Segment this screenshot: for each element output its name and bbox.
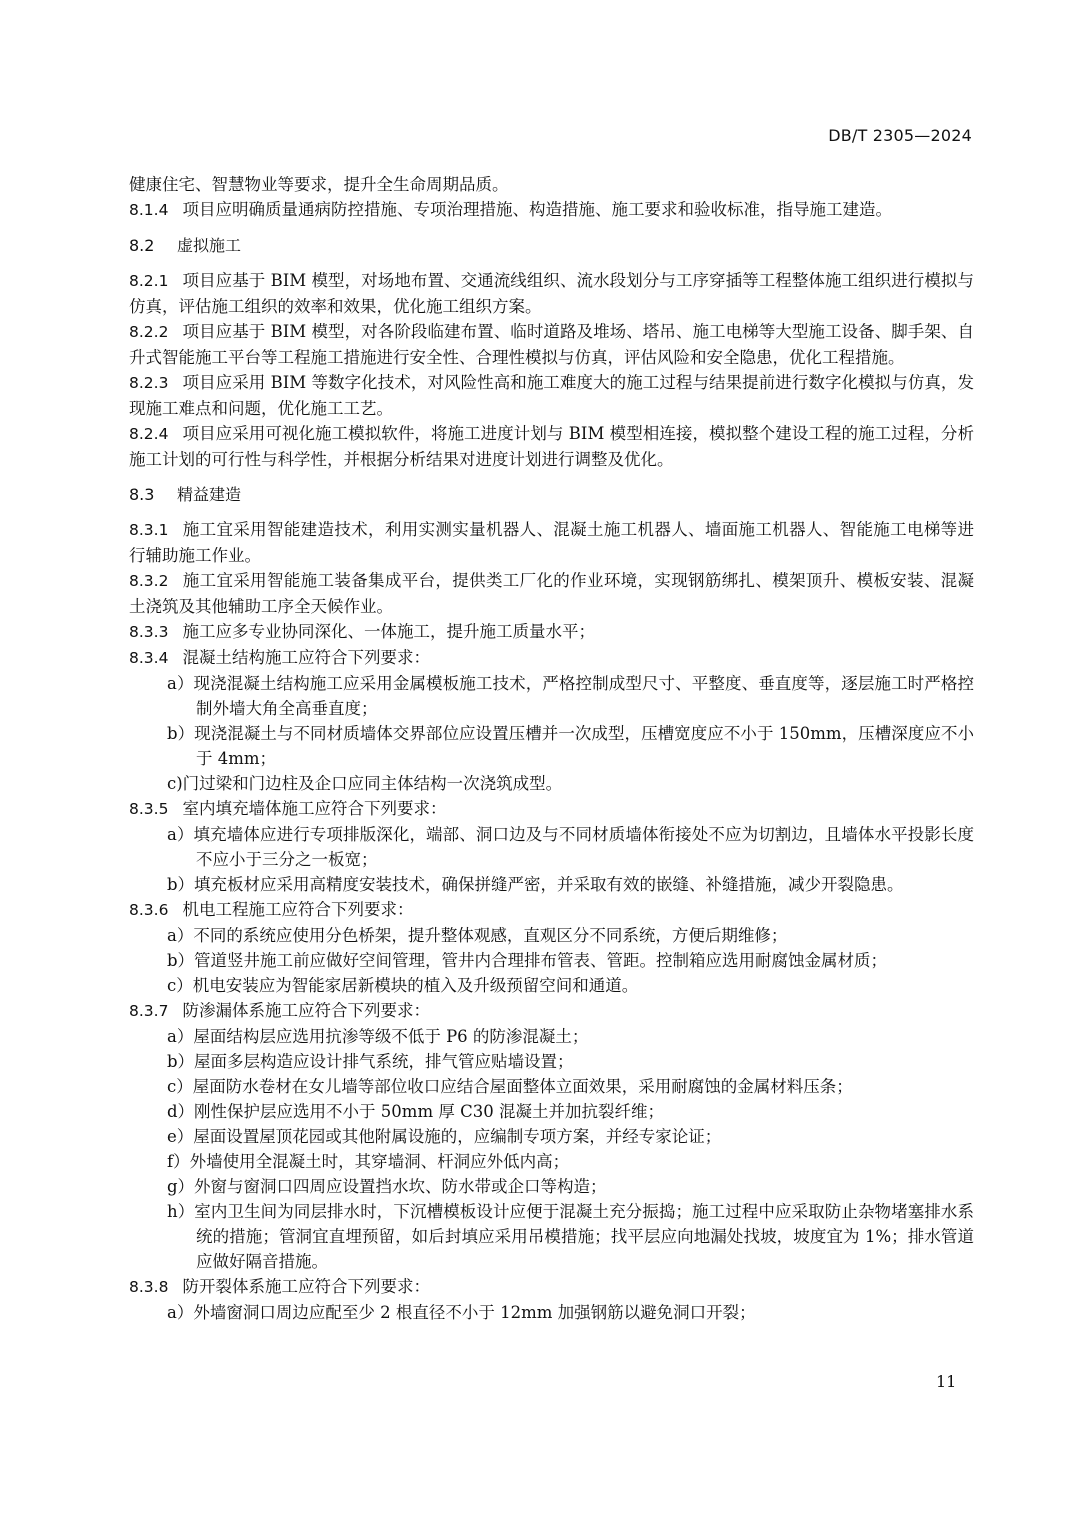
section-title-text: 精益建造 bbox=[177, 485, 242, 504]
list-item: a）外墙窗洞口周边应配至少 2 根直径不小于 12mm 加强钢筋以避免洞口开裂； bbox=[167, 1303, 756, 1322]
list-item: c)门过梁和门边柱及企口应同主体结构一次浇筑成型。 bbox=[167, 774, 563, 793]
continuation-paragraph: 健康住宅、智慧物业等要求，提升全生命周期品质。 bbox=[129, 175, 509, 194]
clause-8-3-6 bbox=[129, 897, 974, 923]
clause-number: 8.3.7 bbox=[129, 1002, 169, 1020]
list-item: d）刚性保护层应选用不小于 50mm 厚 C30 混凝土并加抗裂纤维； bbox=[167, 1102, 664, 1121]
clause-text: 施工宜采用智能施工装备集成平台，提供类工厂化的作业环境，实现钢筋绑扎、模架顶升、模板安装、混凝土浇筑及其他辅助工序全天候作业。 bbox=[129, 571, 974, 616]
clause-text: 混凝土结构施工应符合下列要求： bbox=[182, 648, 430, 667]
clause-text: 项目应采用 BIM 等数字化技术，对风险性高和施工难度大的施工过程与结果提前进行数字化模拟与仿真，发现施工难点和问题，优化施工工艺。 bbox=[129, 373, 974, 418]
clause-8-3-8 bbox=[129, 1274, 974, 1300]
clause-text: 室内填充墙体施工应符合下列要求： bbox=[182, 799, 447, 818]
list-item: a）不同的系统应使用分色桥架，提升整体观感，直观区分不同系统，方便后期维修； bbox=[167, 926, 788, 945]
list-item: a）现浇混凝土结构施工应采用金属模板施工技术，严格控制成型尺寸、平整度、垂直度等，逐层施工时严格控制外墙大角全高垂直度； bbox=[167, 674, 974, 718]
list-item: b）屋面多层构造应设计排气系统，排气管应贴墙设置； bbox=[167, 1052, 574, 1071]
clause-8-3-1 bbox=[129, 517, 974, 568]
document-body bbox=[129, 172, 974, 1325]
list-item: e）屋面设置屋顶花园或其他附属设施的，应编制专项方案，并经专家论证； bbox=[167, 1127, 722, 1146]
clause-number: 8.3.6 bbox=[129, 901, 169, 919]
list-item: g）外窗与窗洞口四周应设置挡水坎、防水带或企口等构造； bbox=[167, 1177, 607, 1196]
section-title-text: 虚拟施工 bbox=[177, 236, 242, 255]
clause-number: 8.3.5 bbox=[129, 800, 169, 818]
section-number: 8.2 bbox=[129, 236, 155, 255]
section-number: 8.3 bbox=[129, 485, 155, 504]
clause-number: 8.3.2 bbox=[129, 572, 169, 590]
clause-text: 项目应基于 BIM 模型，对各阶段临建布置、临时道路及堆场、塔吊、施工电梯等大型施工设备、脚手架、自升式智能施工平台等工程施工措施进行安全性、合理性模拟与仿真，评估风险和安全隐患，优化工程措施。 bbox=[129, 322, 974, 367]
clause-number: 8.2.2 bbox=[129, 323, 169, 341]
clause-number: 8.2.1 bbox=[129, 272, 169, 290]
clause-8-2-4 bbox=[129, 421, 974, 472]
standard-code: DB/T 2305—2024 bbox=[828, 126, 972, 145]
clause-number: 8.2.3 bbox=[129, 374, 169, 392]
list-item: h）室内卫生间为同层排水时，下沉槽模板设计应便于混凝土充分振捣；施工过程中应采取防止杂物堵塞排水系统的措施；管洞宜直埋预留，如后封填应采用吊模措施；找平层应向地漏处找坡，坡度宜为 1%；排水管道应做好隔音措施。 bbox=[167, 1202, 974, 1271]
clause-text: 施工应多专业协同深化、一体施工，提升施工质量水平； bbox=[182, 622, 595, 641]
clause-8-2-3 bbox=[129, 370, 974, 421]
clause-number: 8.1.4 bbox=[129, 201, 169, 219]
clause-8-2-1 bbox=[129, 268, 974, 319]
clause-text: 防渗漏体系施工应符合下列要求： bbox=[182, 1001, 430, 1020]
section-title-8-3 bbox=[129, 482, 974, 507]
list-item: a）屋面结构层应选用抗渗等级不低于 P6 的防渗混凝土； bbox=[167, 1027, 589, 1046]
clause-8-3-4 bbox=[129, 645, 974, 671]
clause-8-3-3 bbox=[129, 619, 974, 645]
clause-text: 项目应明确质量通病防控措施、专项治理措施、构造措施、施工要求和验收标准，指导施工建造。 bbox=[182, 200, 892, 219]
clause-text: 机电工程施工应符合下列要求： bbox=[182, 900, 414, 919]
clause-text: 项目应基于 BIM 模型，对场地布置、交通流线组织、流水段划分与工序穿插等工程整体施工组织进行模拟与仿真，评估施工组织的效率和效果，优化施工组织方案。 bbox=[129, 271, 974, 316]
list-item: b）现浇混凝土与不同材质墙体交界部位应设置压槽并一次成型，压槽宽度应不小于 150mm，压槽深度应不小于 4mm； bbox=[167, 724, 974, 768]
clause-text: 项目应采用可视化施工模拟软件，将施工进度计划与 BIM 模型相连接，模拟整个建设工程的施工过程，分析施工计划的可行性与科学性，并根据分析结果对进度计划进行调整及优化。 bbox=[129, 424, 974, 469]
page-number: 11 bbox=[936, 1372, 957, 1391]
clause-8-1-4 bbox=[129, 197, 974, 223]
section-title-8-2 bbox=[129, 233, 974, 258]
clause-text: 施工宜采用智能建造技术，利用实测实量机器人、混凝土施工机器人、墙面施工机器人、智能施工电梯等进行辅助施工作业。 bbox=[129, 520, 974, 565]
clause-8-3-7 bbox=[129, 998, 974, 1024]
clause-8-3-5 bbox=[129, 796, 974, 822]
list-item: c）机电安装应为智能家居新模块的植入及升级预留空间和通道。 bbox=[167, 976, 639, 995]
clause-number: 8.3.4 bbox=[129, 649, 169, 667]
clause-number: 8.3.1 bbox=[129, 521, 169, 539]
list-item: b）管道竖井施工前应做好空间管理，管井内合理排布管表、管距。控制箱应选用耐腐蚀金属材质； bbox=[167, 951, 888, 970]
clause-8-2-2 bbox=[129, 319, 974, 370]
list-item: a）填充墙体应进行专项排版深化，端部、洞口边及与不同材质墙体衔接处不应为切割边，且墙体水平投影长度不应小于三分之一板宽； bbox=[167, 825, 974, 869]
clause-text: 防开裂体系施工应符合下列要求： bbox=[182, 1277, 430, 1296]
clause-8-3-2 bbox=[129, 568, 974, 619]
list-item: c）屋面防水卷材在女儿墙等部位收口应结合屋面整体立面效果，采用耐腐蚀的金属材料压条； bbox=[167, 1077, 853, 1096]
list-item: b）填充板材应采用高精度安装技术，确保拼缝严密，并采取有效的嵌缝、补缝措施，减少开裂隐患。 bbox=[167, 875, 904, 894]
list-item: f）外墙使用全混凝土时，其穿墙洞、杆洞应外低内高； bbox=[167, 1152, 570, 1171]
clause-number: 8.3.3 bbox=[129, 623, 169, 641]
clause-number: 8.2.4 bbox=[129, 425, 169, 443]
clause-number: 8.3.8 bbox=[129, 1278, 169, 1296]
